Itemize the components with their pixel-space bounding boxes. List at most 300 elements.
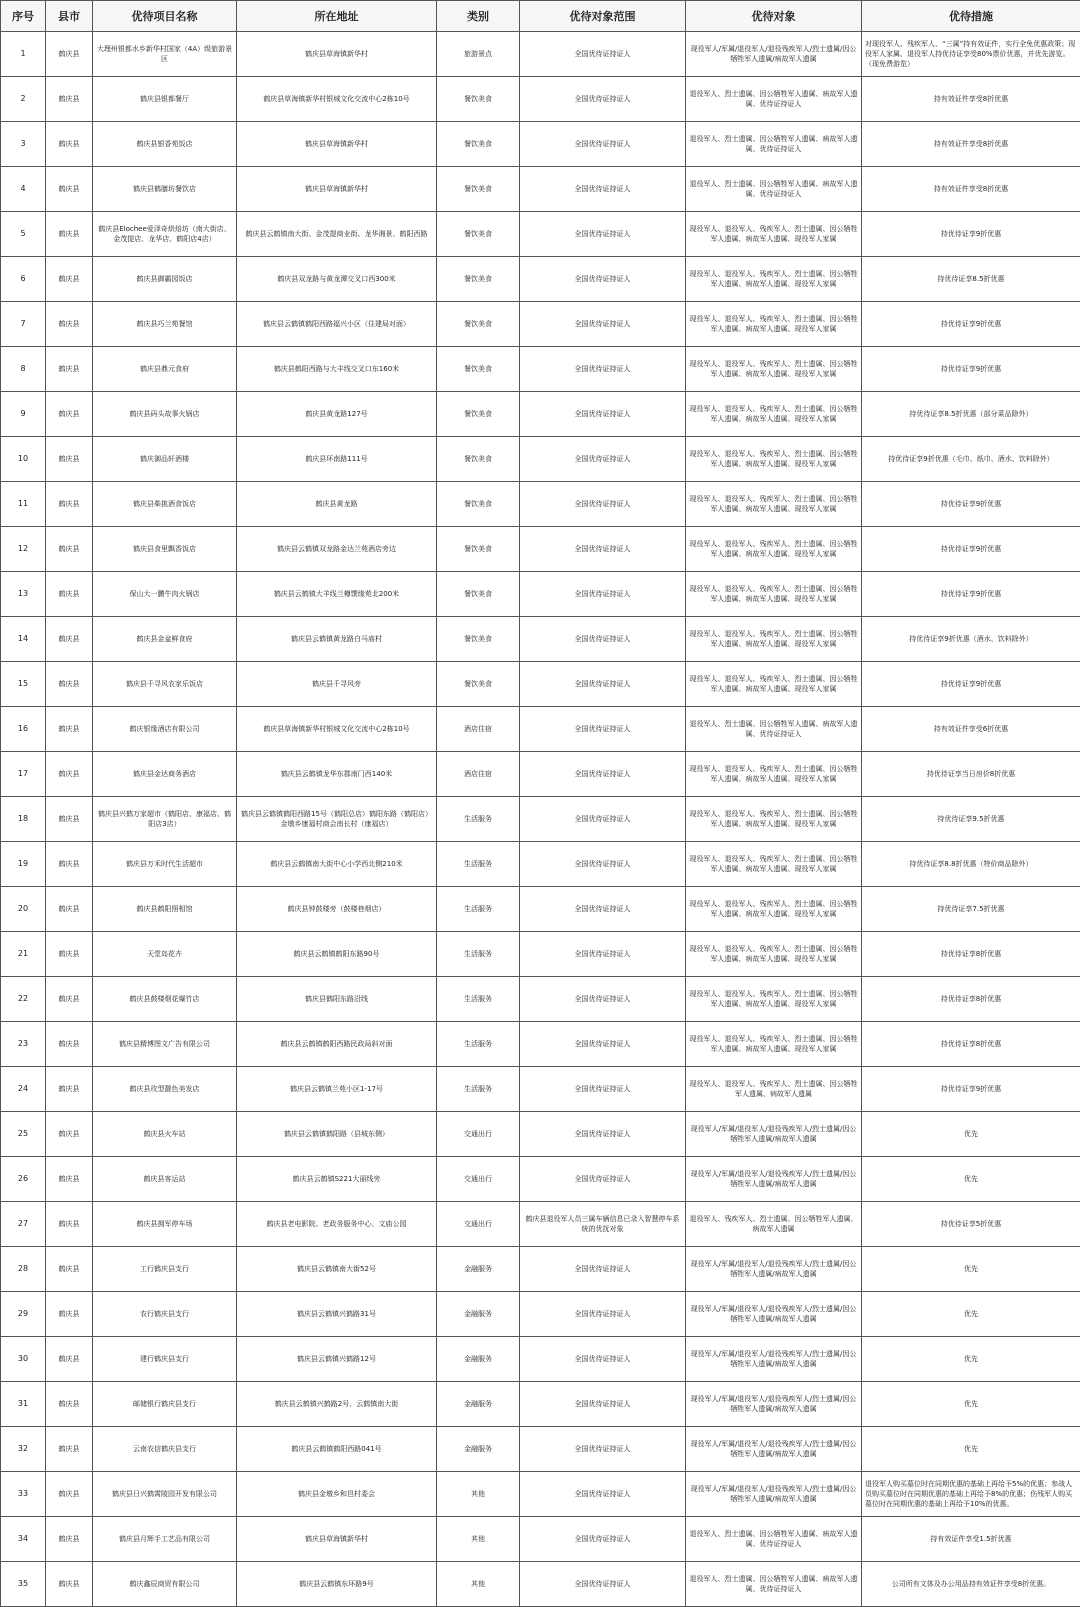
cell-scope: 全国优待证持证人 [520, 32, 686, 77]
cell-item-name: 鹤庆县鼓楼烟花爆竹店 [93, 977, 237, 1022]
cell-category: 其他 [437, 1562, 520, 1607]
cell-item-name: 鹤庆县日兴鹤霄陵园开发有限公司 [93, 1472, 237, 1517]
cell-item-name: 鹤庆银缘酒店有限公司 [93, 707, 237, 752]
cell-address: 鹤庆县云鹤镇兴鹤路2号、云鹤镇南大街 [237, 1382, 437, 1427]
cell-county: 鹤庆县 [46, 1427, 93, 1472]
cell-item-name: 鹤庆鑫辰商贸有限公司 [93, 1562, 237, 1607]
cell-measures: 持有效证件享受8折优惠 [862, 122, 1080, 167]
cell-target: 现役军人、退役军人、残疾军人、烈士遗属、因公牺牲军人遗属、病故军人遗属、现役军人家属 [686, 662, 862, 707]
cell-scope: 全国优待证持证人 [520, 1382, 686, 1427]
cell-county: 鹤庆县 [46, 1382, 93, 1427]
cell-scope: 全国优待证持证人 [520, 347, 686, 392]
cell-target: 现役军人/军属/退役军人/退役残疾军人/烈士遗属/因公牺牲军人遗属/病故军人遗属 [686, 1157, 862, 1202]
cell-index: 13 [1, 572, 46, 617]
cell-item-name: 鹤庆县兴鹤万家超市（鹤阳店、康福店、鹤阳店3店） [93, 797, 237, 842]
cell-category: 金融服务 [437, 1292, 520, 1337]
cell-county: 鹤庆县 [46, 347, 93, 392]
cell-county: 鹤庆县 [46, 392, 93, 437]
cell-address: 鹤庆县云鹤镇大羊线兰樽馔缘苑北200米 [237, 572, 437, 617]
cell-county: 鹤庆县 [46, 437, 93, 482]
cell-address: 鹤庆县云鹤镇龙华东郡南门西140米 [237, 752, 437, 797]
table-row [1, 392, 1080, 437]
table-row [1, 842, 1080, 887]
cell-address: 鹤庆县草海镇新华村银城文化交流中心2栋10号 [237, 77, 437, 122]
table-row [1, 77, 1080, 122]
cell-scope: 全国优待证持证人 [520, 527, 686, 572]
cell-address: 鹤庆县环南路111号 [237, 437, 437, 482]
cell-address: 鹤庆县云鹤镇南大街、金茂提商业街、龙华湘景、鹤阳西路 [237, 212, 437, 257]
cell-index: 1 [1, 32, 46, 77]
cell-index: 7 [1, 302, 46, 347]
header-row [1, 1, 1080, 32]
cell-index: 19 [1, 842, 46, 887]
cell-address: 鹤庆县双龙路与黄龙潭交叉口西300米 [237, 257, 437, 302]
cell-scope: 全国优待证持证人 [520, 977, 686, 1022]
cell-measures: 持优待证享9折优惠 [862, 212, 1080, 257]
cell-index: 20 [1, 887, 46, 932]
cell-measures: 持优待证享9折优惠 [862, 1067, 1080, 1112]
cell-address: 鹤庆县云鹤镇黄龙路白马庙村 [237, 617, 437, 662]
cell-measures: 持优待证享9.5折优惠 [862, 797, 1080, 842]
cell-item-name: 鹤庆县鹤阳照相馆 [93, 887, 237, 932]
cell-county: 鹤庆县 [46, 77, 93, 122]
cell-target: 现役军人、退役军人、残疾军人、烈士遗属、因公牺牲军人遗属、病故军人遗属、现役军人家属 [686, 437, 862, 482]
cell-item-name: 云南农信鹤庆县支行 [93, 1427, 237, 1472]
cell-scope: 全国优待证持证人 [520, 1247, 686, 1292]
cell-county: 鹤庆县 [46, 752, 93, 797]
cell-measures: 优先 [862, 1112, 1080, 1157]
cell-address: 鹤庆县千寻风旁 [237, 662, 437, 707]
cell-target: 退役军人、烈士遗属、因公牺牲军人遗属、病故军人遗属、优待证持证人 [686, 1517, 862, 1562]
cell-category: 交通出行 [437, 1112, 520, 1157]
cell-index: 5 [1, 212, 46, 257]
cell-county: 鹤庆县 [46, 842, 93, 887]
cell-item-name: 鹤庆县千寻风农家乐饭店 [93, 662, 237, 707]
cell-index: 16 [1, 707, 46, 752]
cell-index: 9 [1, 392, 46, 437]
cell-category: 酒店住宿 [437, 707, 520, 752]
cell-scope: 全国优待证持证人 [520, 1157, 686, 1202]
cell-scope: 全国优待证持证人 [520, 392, 686, 437]
cell-index: 8 [1, 347, 46, 392]
table-row [1, 932, 1080, 977]
table-row [1, 1112, 1080, 1157]
cell-item-name: 鹤庆县金达商务酒店 [93, 752, 237, 797]
table-row [1, 482, 1080, 527]
cell-scope: 全国优待证持证人 [520, 1292, 686, 1337]
cell-measures: 持优待证享8折优惠 [862, 1022, 1080, 1067]
cell-index: 32 [1, 1427, 46, 1472]
cell-measures: 优先 [862, 1427, 1080, 1472]
cell-category: 餐饮美食 [437, 527, 520, 572]
cell-index: 12 [1, 527, 46, 572]
cell-county: 鹤庆县 [46, 1112, 93, 1157]
cell-scope: 全国优待证持证人 [520, 167, 686, 212]
cell-category: 生活服务 [437, 1022, 520, 1067]
cell-item-name: 建行鹤庆县支行 [93, 1337, 237, 1382]
cell-target: 现役军人/军属/退役军人/退役残疾军人/烈士遗属/因公牺牲军人遗属/病故军人遗属 [686, 1472, 862, 1517]
cell-category: 餐饮美食 [437, 212, 520, 257]
cell-target: 现役军人/军属/退役军人/退役残疾军人/烈士遗属/因公牺牲军人遗属/病故军人遗属 [686, 1247, 862, 1292]
table-row [1, 1562, 1080, 1607]
cell-scope: 全国优待证持证人 [520, 302, 686, 347]
cell-county: 鹤庆县 [46, 1067, 93, 1112]
cell-item-name: 鹤庆县火车站 [93, 1112, 237, 1157]
cell-county: 鹤庆县 [46, 482, 93, 527]
cell-scope: 全国优待证持证人 [520, 1112, 686, 1157]
cell-scope: 全国优待证持证人 [520, 1562, 686, 1607]
cell-measures: 退役军人购买墓位时在同期优惠的基础上再给予5%的优惠；参战人员购买墓位时在同期优惠的基础上再给予8%的优惠；伤残军人购买墓位时在同期优惠的基础上再给予10%的优惠。 [862, 1472, 1080, 1517]
cell-county: 鹤庆县 [46, 707, 93, 752]
cell-scope: 全国优待证持证人 [520, 1517, 686, 1562]
cell-target: 现役军人、退役军人、残疾军人、烈士遗属、因公牺牲军人遗属、病故军人遗属、现役军人家属 [686, 302, 862, 347]
header-target: 优待对象 [686, 1, 862, 32]
cell-measures: 持优待证享9折优惠 [862, 572, 1080, 617]
header-measures: 优待措施 [862, 1, 1080, 32]
cell-target: 现役军人/军属/退役军人/退役残疾军人/烈士遗属/因公牺牲军人遗属/病故军人遗属 [686, 1382, 862, 1427]
cell-county: 鹤庆县 [46, 797, 93, 842]
cell-measures: 优先 [862, 1292, 1080, 1337]
cell-category: 餐饮美食 [437, 257, 520, 302]
cell-measures: 优先 [862, 1157, 1080, 1202]
cell-measures: 持优待证享9折优惠 [862, 302, 1080, 347]
cell-target: 现役军人/军属/退役军人/退役残疾军人/烈士遗属/因公牺牲军人遗属/病故军人遗属 [686, 1112, 862, 1157]
cell-category: 旅游景点 [437, 32, 520, 77]
cell-category: 金融服务 [437, 1247, 520, 1292]
cell-item-name: 鹤庆县银香苑饭店 [93, 122, 237, 167]
cell-index: 29 [1, 1292, 46, 1337]
cell-item-name: 鹤庆县银都餐厅 [93, 77, 237, 122]
cell-category: 餐饮美食 [437, 122, 520, 167]
cell-item-name: 鹤庆县鼎元食府 [93, 347, 237, 392]
cell-target: 现役军人/军属/退役军人/退役残疾军人/烈士遗属/因公牺牲军人遗属/病故军人遗属 [686, 1292, 862, 1337]
cell-county: 鹤庆县 [46, 257, 93, 302]
cell-address: 鹤庆县云鹤镇S221大丽线旁 [237, 1157, 437, 1202]
cell-item-name: 鹤庆县精博图文广告有限公司 [93, 1022, 237, 1067]
cell-address: 鹤庆县草海镇新华村 [237, 32, 437, 77]
cell-index: 27 [1, 1202, 46, 1247]
cell-county: 鹤庆县 [46, 1562, 93, 1607]
table-row [1, 977, 1080, 1022]
cell-measures: 持优待证享9折优惠 [862, 662, 1080, 707]
cell-category: 餐饮美食 [437, 347, 520, 392]
table-row [1, 302, 1080, 347]
cell-scope: 全国优待证持证人 [520, 482, 686, 527]
cell-county: 鹤庆县 [46, 1517, 93, 1562]
cell-scope: 全国优待证持证人 [520, 797, 686, 842]
cell-address: 鹤庆县草海镇新华村 [237, 167, 437, 212]
table-row [1, 1247, 1080, 1292]
cell-address: 鹤庆县草海镇新华村 [237, 122, 437, 167]
cell-item-name: 邮储银行鹤庆县支行 [93, 1382, 237, 1427]
cell-index: 14 [1, 617, 46, 662]
cell-measures: 持有效证件享受1.5折优惠 [862, 1517, 1080, 1562]
cell-target: 现役军人、退役军人、残疾军人、烈士遗属、因公牺牲军人遗属、病故军人遗属、现役军人家属 [686, 1022, 862, 1067]
cell-county: 鹤庆县 [46, 167, 93, 212]
cell-address: 鹤庆县云鹤镇鹤阳西路民政局斜对面 [237, 1022, 437, 1067]
cell-category: 生活服务 [437, 887, 520, 932]
cell-item-name: 鹤庆县月辉手工艺品有限公司 [93, 1517, 237, 1562]
cell-scope: 全国优待证持证人 [520, 1022, 686, 1067]
cell-scope: 全国优待证持证人 [520, 1067, 686, 1112]
cell-index: 6 [1, 257, 46, 302]
cell-address: 鹤庆县云鹤镇鹤阳路（县城东侧） [237, 1112, 437, 1157]
cell-county: 鹤庆县 [46, 572, 93, 617]
cell-category: 餐饮美食 [437, 392, 520, 437]
table-row [1, 797, 1080, 842]
cell-county: 鹤庆县 [46, 1292, 93, 1337]
cell-scope: 鹤庆县退役军人员三属车辆信息已录入智慧停车系统的优抚对象 [520, 1202, 686, 1247]
header-item-name: 优待项目名称 [93, 1, 237, 32]
cell-scope: 全国优待证持证人 [520, 1427, 686, 1472]
cell-target: 退役军人、烈士遗属、因公牺牲军人遗属、病故军人遗属、优待证持证人 [686, 707, 862, 752]
cell-category: 金融服务 [437, 1337, 520, 1382]
cell-category: 金融服务 [437, 1382, 520, 1427]
cell-item-name: 农行鹤庆县支行 [93, 1292, 237, 1337]
cell-address: 鹤庆县云鹤镇南大街52号 [237, 1247, 437, 1292]
cell-scope: 全国优待证持证人 [520, 212, 686, 257]
cell-target: 现役军人、退役军人、残疾军人、烈士遗属、因公牺牲军人遗属、病故军人遗属、现役军人家属 [686, 212, 862, 257]
cell-index: 4 [1, 167, 46, 212]
cell-target: 现役军人、退役军人、残疾军人、烈士遗属、因公牺牲军人遗属、病故军人遗属、现役军人家属 [686, 527, 862, 572]
cell-address: 鹤庆县云鹤镇兰苑小区1-17号 [237, 1067, 437, 1112]
table-row [1, 32, 1080, 77]
cell-address: 鹤庆县云鹤镇鹤阳西路福兴小区（住建局对面） [237, 302, 437, 347]
cell-item-name: 鹤庆县码头故事火锅店 [93, 392, 237, 437]
cell-item-name: 鹤庆县食里飘香饭店 [93, 527, 237, 572]
cell-measures: 优先 [862, 1382, 1080, 1427]
cell-item-name: 鹤庆县客运站 [93, 1157, 237, 1202]
cell-target: 现役军人、退役军人、残疾军人、烈士遗属、因公牺牲军人遗属、病故军人遗属、现役军人家属 [686, 257, 862, 302]
cell-item-name: 鹤庆县柴挑酒食饭店 [93, 482, 237, 527]
cell-index: 15 [1, 662, 46, 707]
table-row [1, 167, 1080, 212]
cell-measures: 持优待证享9折优惠（毛巾、纸巾、酒水、饮料除外） [862, 437, 1080, 482]
cell-scope: 全国优待证持证人 [520, 752, 686, 797]
cell-address: 鹤庆县云鹤镇双龙路金达兰苑酒店旁边 [237, 527, 437, 572]
cell-address: 鹤庆县云鹤镇鹤阳东路90号 [237, 932, 437, 977]
table-row [1, 527, 1080, 572]
cell-county: 鹤庆县 [46, 302, 93, 347]
cell-scope: 全国优待证持证人 [520, 707, 686, 752]
cell-scope: 全国优待证持证人 [520, 932, 686, 977]
cell-measures: 持优待证享8.8折优惠（特价商品除外） [862, 842, 1080, 887]
cell-measures: 持优待证享8折优惠 [862, 932, 1080, 977]
cell-index: 21 [1, 932, 46, 977]
cell-item-name: 鹤庆御品轩酒楼 [93, 437, 237, 482]
cell-category: 酒店住宿 [437, 752, 520, 797]
cell-index: 11 [1, 482, 46, 527]
cell-index: 24 [1, 1067, 46, 1112]
cell-index: 10 [1, 437, 46, 482]
cell-scope: 全国优待证持证人 [520, 257, 686, 302]
cell-scope: 全国优待证持证人 [520, 1337, 686, 1382]
cell-item-name: 大理州银都水乡新华村国家（4A）级旅游景区 [93, 32, 237, 77]
cell-target: 现役军人、退役军人、残疾军人、烈士遗属、因公牺牲军人遗属、病故军人遗属 [686, 1067, 862, 1112]
cell-category: 生活服务 [437, 932, 520, 977]
table-row [1, 1202, 1080, 1247]
cell-measures: 优先 [862, 1247, 1080, 1292]
cell-item-name: 鹤庆县金盆鲜食府 [93, 617, 237, 662]
cell-measures: 持优待证享8折优惠 [862, 977, 1080, 1022]
cell-county: 鹤庆县 [46, 32, 93, 77]
cell-county: 鹤庆县 [46, 212, 93, 257]
cell-county: 鹤庆县 [46, 1472, 93, 1517]
cell-index: 26 [1, 1157, 46, 1202]
cell-measures: 对现役军人、残疾军人、“三属”持有效证件，实行全免优惠政策；现役军人家属、退役军人持优待证享受80%票价优惠，并优先游览。（现免费游览） [862, 32, 1080, 77]
table-row [1, 1382, 1080, 1427]
header-category: 类别 [437, 1, 520, 32]
cell-item-name: 鹤庆县鹤膳坊餐饮店 [93, 167, 237, 212]
cell-category: 餐饮美食 [437, 167, 520, 212]
cell-category: 餐饮美食 [437, 437, 520, 482]
cell-category: 餐饮美食 [437, 662, 520, 707]
table-row [1, 707, 1080, 752]
cell-target: 现役军人、退役军人、残疾军人、烈士遗属、因公牺牲军人遗属、病故军人遗属、现役军人家属 [686, 977, 862, 1022]
cell-county: 鹤庆县 [46, 887, 93, 932]
cell-index: 3 [1, 122, 46, 167]
cell-scope: 全国优待证持证人 [520, 662, 686, 707]
table-row [1, 1067, 1080, 1112]
cell-item-name: 鹤庆县巧兰苑餐馆 [93, 302, 237, 347]
cell-address: 鹤庆县云鹤镇兴鹤路31号 [237, 1292, 437, 1337]
cell-measures: 优先 [862, 1337, 1080, 1382]
cell-category: 生活服务 [437, 977, 520, 1022]
cell-index: 23 [1, 1022, 46, 1067]
cell-target: 现役军人、退役军人、残疾军人、烈士遗属、因公牺牲军人遗属、病故军人遗属、现役军人家属 [686, 887, 862, 932]
cell-index: 33 [1, 1472, 46, 1517]
cell-item-name: 天堂岛花卉 [93, 932, 237, 977]
cell-scope: 全国优待证持证人 [520, 122, 686, 167]
cell-address: 鹤庆县金墩乡和邑村委会 [237, 1472, 437, 1517]
cell-target: 现役军人、退役军人、残疾军人、烈士遗属、因公牺牲军人遗属、病故军人遗属、现役军人家属 [686, 482, 862, 527]
cell-scope: 全国优待证持证人 [520, 437, 686, 482]
cell-county: 鹤庆县 [46, 1202, 93, 1247]
cell-address: 鹤庆县黄龙路127号 [237, 392, 437, 437]
cell-category: 交通出行 [437, 1202, 520, 1247]
cell-measures: 持优待证享9折优惠（酒水、饮料除外） [862, 617, 1080, 662]
cell-county: 鹤庆县 [46, 1247, 93, 1292]
cell-measures: 持有效证件享受6折优惠 [862, 707, 1080, 752]
cell-measures: 持优待证享9折优惠 [862, 527, 1080, 572]
cell-target: 现役军人/军属/退役军人/退役残疾军人/烈士遗属/因公牺牲军人遗属/病故军人遗属 [686, 1427, 862, 1472]
cell-address: 鹤庆县黄龙路 [237, 482, 437, 527]
cell-category: 餐饮美食 [437, 617, 520, 662]
cell-target: 现役军人、退役军人、残疾军人、烈士遗属、因公牺牲军人遗属、病故军人遗属、现役军人家属 [686, 572, 862, 617]
cell-measures: 公司所有文体及办公用品持有效证件享受8折优惠。 [862, 1562, 1080, 1607]
cell-category: 金融服务 [437, 1427, 520, 1472]
table-row [1, 1157, 1080, 1202]
cell-address: 鹤庆县云鹤镇南大街中心小学西北侧210米 [237, 842, 437, 887]
cell-address: 鹤庆县云鹤镇东环路9号 [237, 1562, 437, 1607]
cell-target: 现役军人、退役军人、残疾军人、烈士遗属、因公牺牲军人遗属、病故军人遗属、现役军人家属 [686, 617, 862, 662]
cell-target: 现役军人、退役军人、残疾军人、烈士遗属、因公牺牲军人遗属、病故军人遗属、现役军人家属 [686, 932, 862, 977]
cell-target: 退役军人、残疾军人、烈士遗属、因公牺牲军人遗属、病故军人遗属 [686, 1202, 862, 1247]
cell-measures: 持优待证享9折优惠 [862, 347, 1080, 392]
table-row [1, 887, 1080, 932]
cell-county: 鹤庆县 [46, 662, 93, 707]
cell-address: 鹤庆县草海镇新华村 [237, 1517, 437, 1562]
cell-address: 鹤庆县老电影院、老政务服务中心、文庙公园 [237, 1202, 437, 1247]
cell-category: 餐饮美食 [437, 302, 520, 347]
cell-category: 餐饮美食 [437, 482, 520, 527]
table-row [1, 122, 1080, 167]
cell-target: 现役军人/军属/退役军人/退役残疾军人/烈士遗属/因公牺牲军人遗属/病故军人遗属 [686, 1337, 862, 1382]
cell-scope: 全国优待证持证人 [520, 572, 686, 617]
table-row [1, 347, 1080, 392]
cell-target: 现役军人、退役军人、残疾军人、烈士遗属、因公牺牲军人遗属、病故军人遗属、现役军人家属 [686, 842, 862, 887]
cell-measures: 持优待证享7.5折优惠 [862, 887, 1080, 932]
cell-item-name: 工行鹤庆县支行 [93, 1247, 237, 1292]
cell-scope: 全国优待证持证人 [520, 617, 686, 662]
cell-item-name: 鹤庆县玫型靓色美发店 [93, 1067, 237, 1112]
cell-category: 其他 [437, 1472, 520, 1517]
cell-address: 鹤庆县钟鼓楼旁（鼓楼巷烟店） [237, 887, 437, 932]
cell-measures: 持优待证享8.5折优惠 [862, 257, 1080, 302]
cell-address: 鹤庆县云鹤镇兴鹤路12号 [237, 1337, 437, 1382]
cell-target: 退役军人、烈士遗属、因公牺牲军人遗属、病故军人遗属、优待证持证人 [686, 1562, 862, 1607]
cell-target: 现役军人、退役军人、残疾军人、烈士遗属、因公牺牲军人遗属、病故军人遗属、现役军人家属 [686, 392, 862, 437]
header-address: 所在地址 [237, 1, 437, 32]
header-county: 县市 [46, 1, 93, 32]
table-row [1, 1472, 1080, 1517]
cell-address: 鹤庆县云鹤镇鹤阳西路041号 [237, 1427, 437, 1472]
cell-category: 其他 [437, 1517, 520, 1562]
cell-measures: 持优待证享8.5折优惠（部分菜品除外） [862, 392, 1080, 437]
cell-category: 生活服务 [437, 797, 520, 842]
cell-target: 退役军人、烈士遗属、因公牺牲军人遗属、病故军人遗属、优待证持证人 [686, 167, 862, 212]
table-row [1, 257, 1080, 302]
cell-index: 2 [1, 77, 46, 122]
cell-category: 餐饮美食 [437, 572, 520, 617]
cell-address: 鹤庆县云鹤镇鹤阳西路15号（鹤阳总店）鹤阳东路（鹤阳店）金墩乡康福村商会南长村（康福店） [237, 797, 437, 842]
cell-target: 退役军人、烈士遗属、因公牺牲军人遗属、病故军人遗属、优待证持证人 [686, 77, 862, 122]
cell-index: 35 [1, 1562, 46, 1607]
cell-index: 34 [1, 1517, 46, 1562]
header-scope: 优待对象范围 [520, 1, 686, 32]
cell-measures: 持优待证享5折优惠 [862, 1202, 1080, 1247]
cell-item-name: 保山大一鹏牛肉火锅店 [93, 572, 237, 617]
cell-target: 退役军人、烈士遗属、因公牺牲军人遗属、病故军人遗属、优待证持证人 [686, 122, 862, 167]
cell-target: 现役军人、退役军人、残疾军人、烈士遗属、因公牺牲军人遗属、病故军人遗属、现役军人家属 [686, 797, 862, 842]
cell-county: 鹤庆县 [46, 617, 93, 662]
table-row [1, 662, 1080, 707]
cell-county: 鹤庆县 [46, 1157, 93, 1202]
cell-index: 18 [1, 797, 46, 842]
cell-scope: 全国优待证持证人 [520, 842, 686, 887]
table-row [1, 617, 1080, 662]
cell-category: 交通出行 [437, 1157, 520, 1202]
cell-county: 鹤庆县 [46, 122, 93, 167]
cell-county: 鹤庆县 [46, 977, 93, 1022]
header-index: 序号 [1, 1, 46, 32]
cell-address: 鹤庆县草海镇新华村银城文化交流中心2栋10号 [237, 707, 437, 752]
cell-category: 生活服务 [437, 1067, 520, 1112]
cell-index: 25 [1, 1112, 46, 1157]
cell-measures: 持优待证享当日房价8折优惠 [862, 752, 1080, 797]
cell-item-name: 鹤庆县拥军停车场 [93, 1202, 237, 1247]
cell-address: 鹤庆县鹤阳西路与大丰线交叉口东160米 [237, 347, 437, 392]
table-row [1, 752, 1080, 797]
cell-index: 28 [1, 1247, 46, 1292]
table-row [1, 572, 1080, 617]
cell-index: 22 [1, 977, 46, 1022]
cell-index: 17 [1, 752, 46, 797]
table-row [1, 437, 1080, 482]
cell-item-name: 鹤庆县御霸园饭店 [93, 257, 237, 302]
table-row [1, 212, 1080, 257]
cell-county: 鹤庆县 [46, 1337, 93, 1382]
